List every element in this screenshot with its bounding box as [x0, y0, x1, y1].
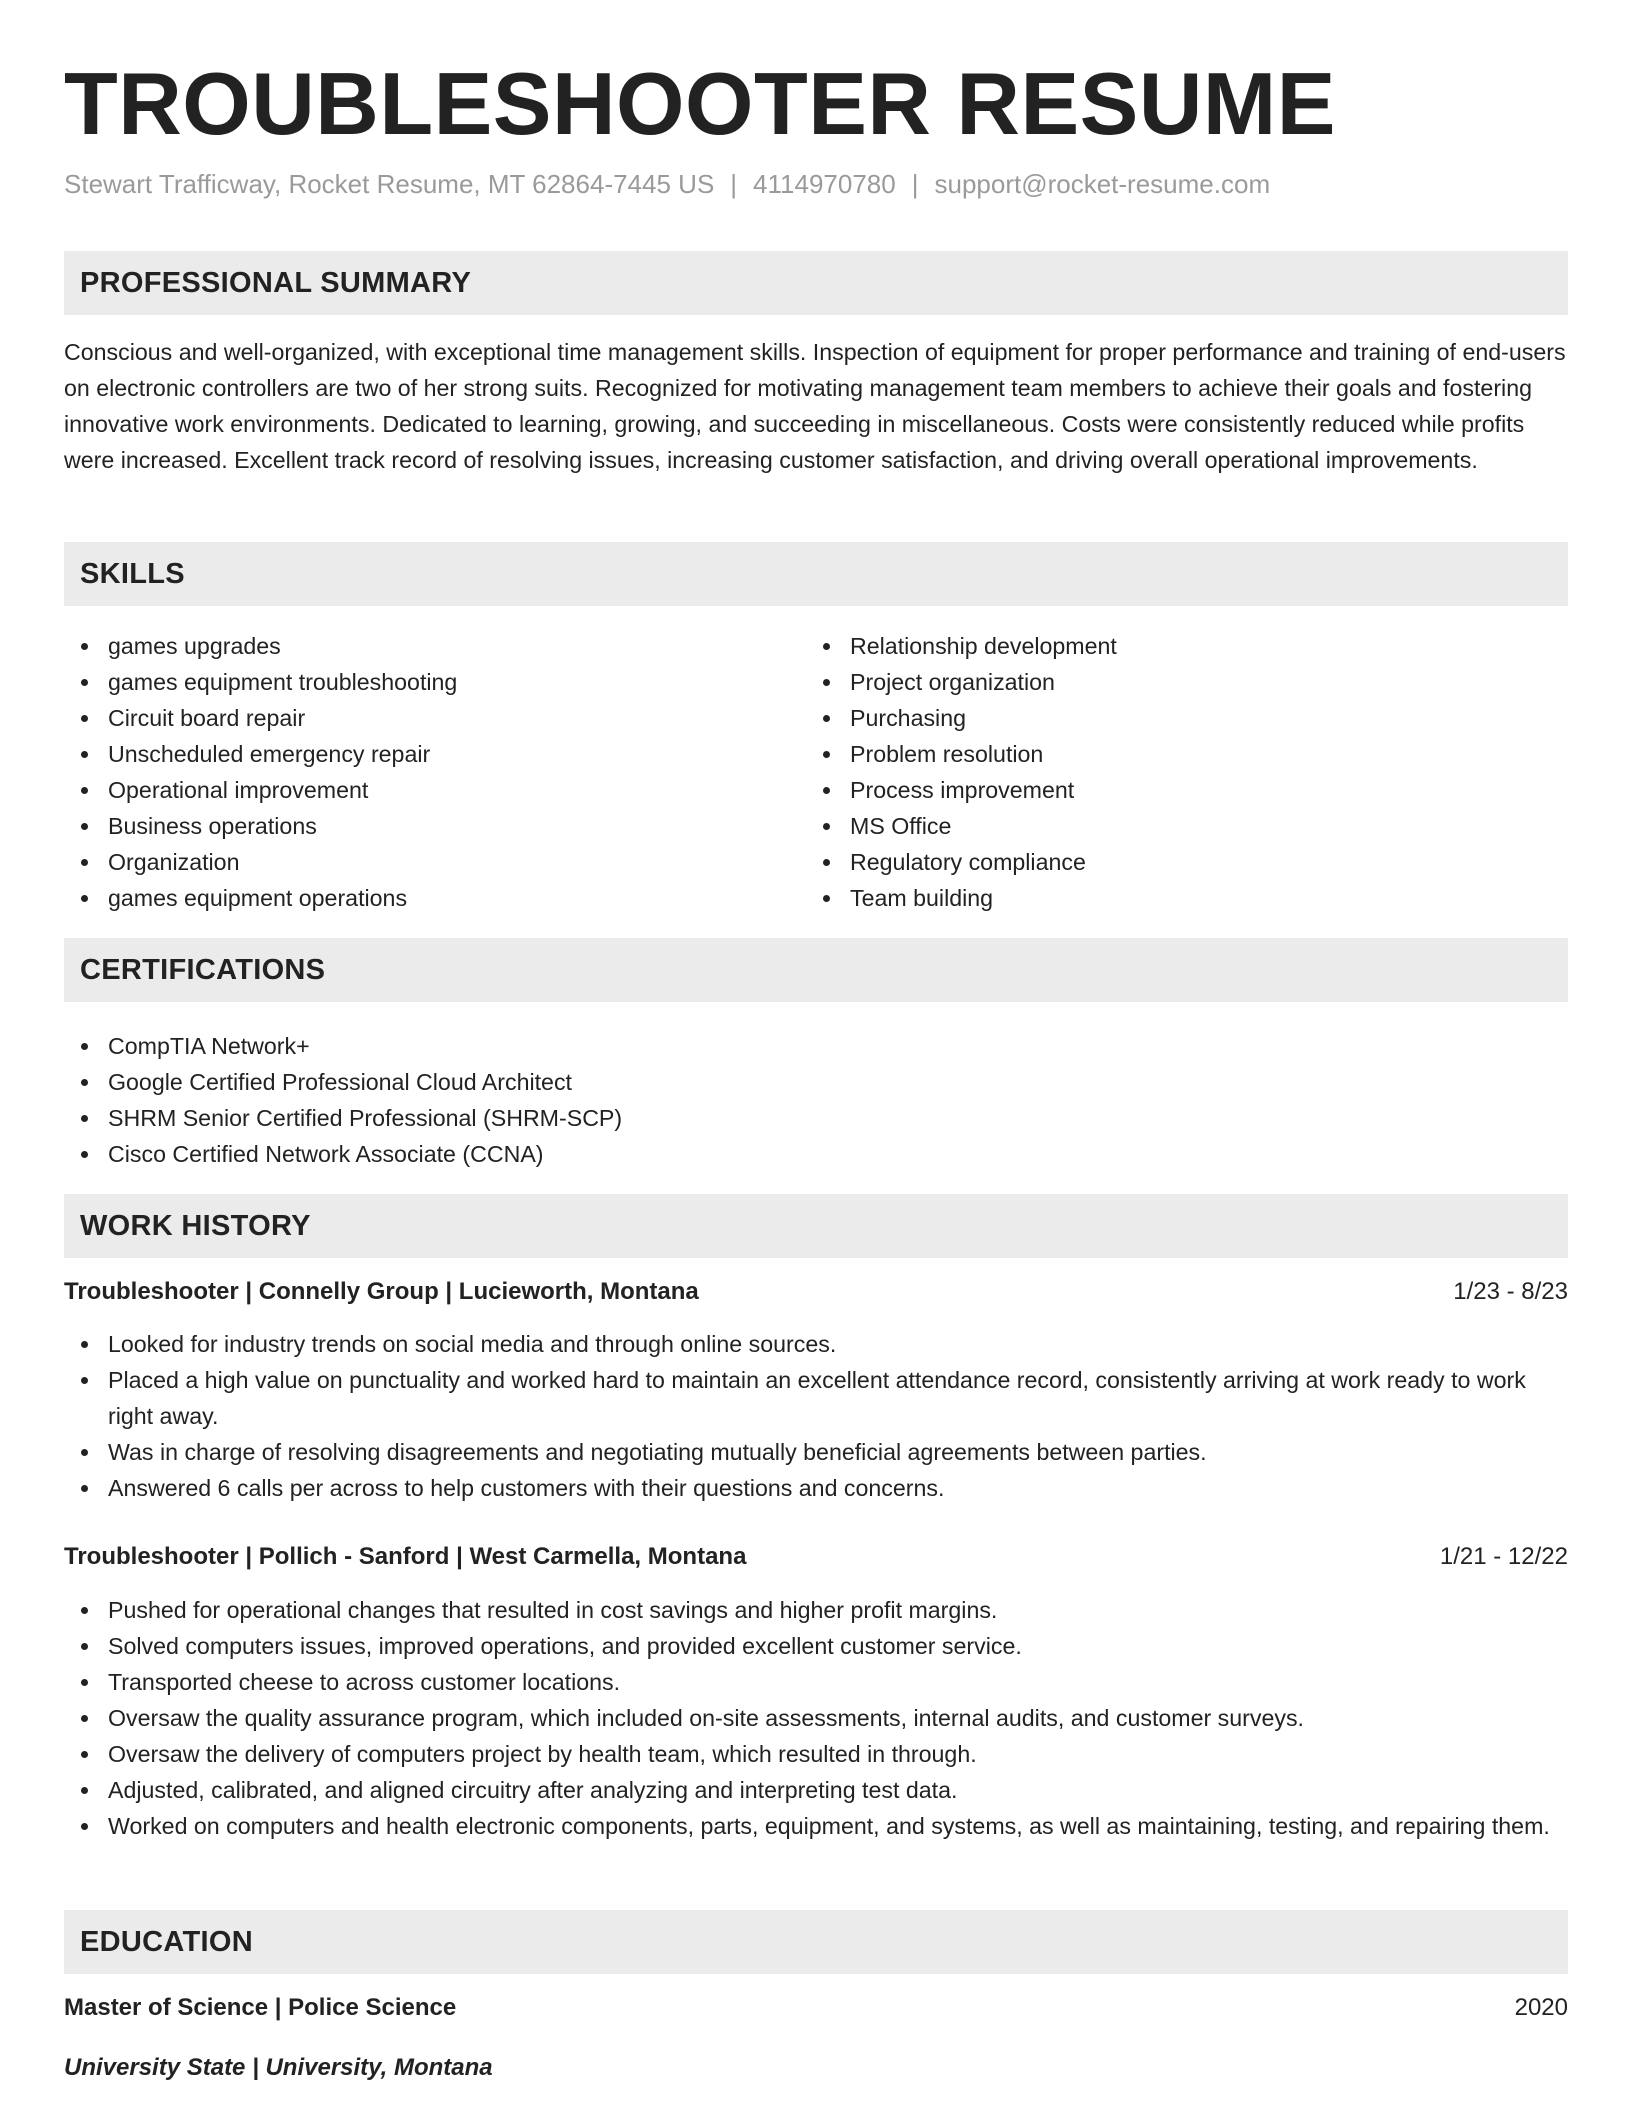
summary-text: Conscious and well-organized, with exceptional time management skills. Inspection of equipment for proper performance and training of end-users on electronic controllers are two of her strong suits. Recognized for motivating management team members to achieve their goals and fostering innovative work environments. Dedicated to learning, growing, and succeeding in miscellaneous. Costs were consistently reduced while profits were increased. Excellent track record of resolving issues, increasing customer satisfaction, and driving overall operational improvements. — [64, 339, 1566, 473]
skill-item: games equipment troubleshooting — [64, 664, 804, 700]
skill-item: Unscheduled emergency repair — [64, 736, 804, 772]
section-heading-skills: SKILLS — [64, 542, 1568, 606]
job-bullet: Looked for industry trends on social media and through online sources. — [64, 1326, 1568, 1362]
education-degree: Master of Science | Police Science — [64, 1994, 457, 2021]
certification-item: CompTIA Network+ — [64, 1028, 1568, 1064]
job-bullet-list — [64, 1326, 1568, 1506]
skill-item: MS Office — [806, 808, 1546, 844]
job-dates: 1/21 - 12/22 — [1439, 1543, 1568, 1570]
job-bullet: Solved computers issues, improved operations, and provided excellent customer service. — [64, 1628, 1568, 1664]
skill-item: games upgrades — [64, 628, 804, 664]
skill-item: Organization — [64, 844, 804, 880]
skill-item: Operational improvement — [64, 772, 804, 808]
job-bullet: Adjusted, calibrated, and aligned circuitry after analyzing and interpreting test data. — [64, 1772, 1568, 1808]
job-title: Troubleshooter | Pollich - Sanford | West Carmella, Montana — [64, 1543, 747, 1570]
skill-item: Team building — [806, 880, 1546, 916]
job-heading — [64, 1539, 1568, 1575]
job-heading — [64, 1274, 1568, 1310]
education-year: 2020 — [1514, 1994, 1568, 2021]
section-heading-work-history: WORK HISTORY — [64, 1194, 1568, 1258]
job-bullet: Worked on computers and health electronic components, parts, equipment, and systems, as well as maintaining, testing, and repairing them. — [64, 1808, 1568, 1844]
skill-item: Regulatory compliance — [806, 844, 1546, 880]
skill-item: Business operations — [64, 808, 804, 844]
contact-separator: | — [911, 169, 919, 199]
skill-item: Relationship development — [806, 628, 1546, 664]
section-heading-certifications: CERTIFICATIONS — [64, 938, 1568, 1002]
certification-item: SHRM Senior Certified Professional (SHRM-SCP) — [64, 1100, 1568, 1136]
skills-list-left — [64, 628, 804, 916]
skill-item: Project organization — [806, 664, 1546, 700]
job-bullet: Was in charge of resolving disagreements and negotiating mutually beneficial agreements between parties. — [64, 1434, 1568, 1470]
skill-item: Process improvement — [806, 772, 1546, 808]
contact-separator: | — [730, 169, 738, 199]
certifications-list — [64, 1028, 1568, 1172]
certification-item: Cisco Certified Network Associate (CCNA) — [64, 1136, 1568, 1172]
skill-item: Problem resolution — [806, 736, 1546, 772]
contact-address: Stewart Trafficway, Rocket Resume, MT 62864-7445 US — [64, 169, 715, 199]
skill-item: games equipment operations — [64, 880, 804, 916]
section-heading-summary: PROFESSIONAL SUMMARY — [64, 251, 1568, 315]
resume-title: TROUBLESHOOTER RESUME — [64, 54, 1336, 153]
certification-item: Google Certified Professional Cloud Architect — [64, 1064, 1568, 1100]
job-dates: 1/23 - 8/23 — [1453, 1278, 1568, 1305]
contact-line — [64, 166, 1270, 202]
section-heading-education: EDUCATION — [64, 1910, 1568, 1974]
skills-list-right — [806, 628, 1546, 916]
education-school: University State | University, Montana — [64, 2054, 493, 2081]
job-bullet: Pushed for operational changes that resulted in cost savings and higher profit margins. — [64, 1592, 1568, 1628]
skill-item: Purchasing — [806, 700, 1546, 736]
skill-item: Circuit board repair — [64, 700, 804, 736]
job-bullet: Transported cheese to across customer locations. — [64, 1664, 1568, 1700]
contact-phone: 4114970780 — [753, 169, 896, 199]
job-bullet: Placed a high value on punctuality and worked hard to maintain an excellent attendance record, consistently arriving at work ready to work right away. — [64, 1362, 1568, 1434]
contact-email: support@rocket-resume.com — [934, 169, 1271, 199]
job-bullet: Oversaw the delivery of computers project by health team, which resulted in through. — [64, 1736, 1568, 1772]
job-bullet: Answered 6 calls per across to help customers with their questions and concerns. — [64, 1470, 1568, 1506]
job-title: Troubleshooter | Connelly Group | Lucieworth, Montana — [64, 1278, 699, 1305]
education-heading — [64, 1990, 1568, 2026]
job-bullet-list — [64, 1592, 1568, 1844]
job-bullet: Oversaw the quality assurance program, which included on-site assessments, internal audits, and customer surveys. — [64, 1700, 1568, 1736]
